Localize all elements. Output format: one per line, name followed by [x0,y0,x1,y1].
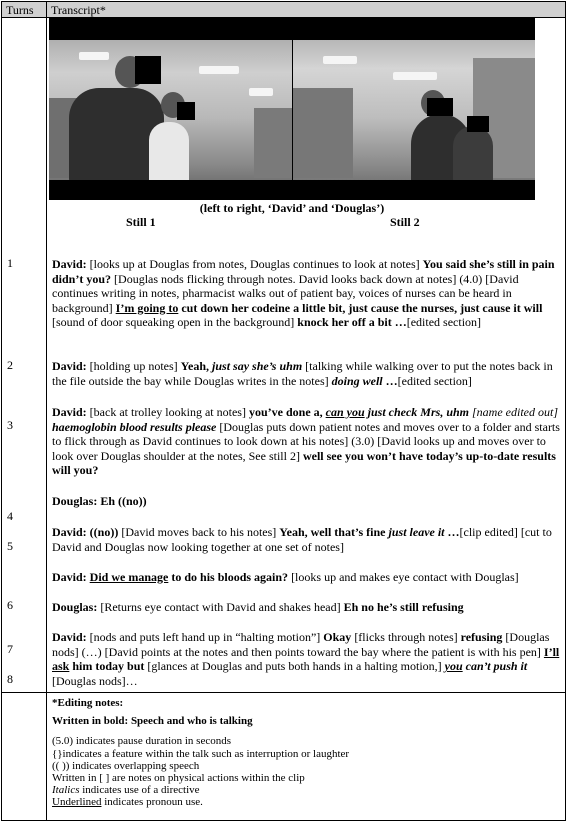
face-blur-david-2 [427,98,453,116]
transcript-segment: doing well [331,373,383,388]
transcript-segment: … [382,373,398,388]
transcript-segment: [Douglas nods] (…) [David points at the notes and then points toward the bay where the patient is with his pen] [52,630,550,659]
transcript-segment: Okay [323,630,352,644]
transcript-segment: just check Mrs, uhm [364,405,469,419]
italics-rest: indicates use of a directive [79,784,200,797]
transcript-segment: David: ((no)) [52,525,119,539]
transcript-segment: Douglas: [52,600,98,614]
transcript-segment: you [444,659,463,674]
transcript-segment: cut down her codeine a little bit, just cause the nurses, just cause it will [178,300,543,315]
transcript-segment: [David moves back to his notes] [118,525,280,539]
transcript-segment: [clip edited] [cut to David and Douglas now looking together at one set of notes] [52,525,552,554]
face-blur-david [135,56,161,84]
turn-number: 8 [7,672,13,686]
transcript-segment: Eh no he’s still refusing [343,600,464,614]
transcript-turn-8 [52,630,562,688]
transcript-turn-1 [52,257,562,330]
transcript-segment: David: [52,630,87,644]
transcript-segment: Yeah, well that’s fine [279,525,389,539]
turn-number: 4 [7,509,13,523]
transcript-segment: can’t push it [462,659,528,674]
transcript-segment: [edited section] [397,373,472,388]
transcript-segment: [looks up and makes eye contact with Douglas] [288,570,519,584]
turn-number: 1 [7,256,13,270]
notes-line: {}indicates a feature within the talk such as interruption or laughter [52,747,350,760]
transcript-segment: just leave it [388,525,445,539]
notes-underlined-line [52,796,557,808]
transcript-segment: knock her off a bit … [297,315,407,330]
transcript-segment: I’ll ask [52,644,560,674]
notes-line: (5.0) indicates pause duration in seconds [52,735,232,748]
transcript-segment: David: [52,359,87,373]
transcript-segment: to do his bloods again? [168,570,289,584]
transcript-segment: just say she’s uhm [212,359,303,373]
editing-notes [52,697,557,809]
still-1-frame [49,18,292,200]
notes-title: *Editing notes: [52,697,124,709]
transcript-segment: David: [52,257,87,271]
transcript-segment: [edited section] [406,315,482,330]
transcript-segment: [Douglas puts down patient notes and moves over to a folder and starts to flick through as David continues to look down at his notes] (3.0) [David looks up and moves over to look over Douglas shoulder at the notes, See still 2] [52,419,560,463]
transcript-segment: well see you won’t have today’s up-to-date results will you? [52,448,556,478]
transcript-segment: [talking while walking over to put the notes back in the file outside the bay while Douglas writes in the notes] [52,359,553,388]
face-blur-douglas-2 [467,116,489,132]
underlined-word: Underlined [52,796,102,809]
transcript-segment: [sound of door squeaking open in the background] [52,315,298,330]
transcript-column-header: Transcript* [51,3,106,17]
transcript-segment: can you [325,405,365,419]
transcript-segment: [name edited out] [469,405,558,419]
still-2-frame [293,18,535,200]
turn-number: 2 [7,358,13,372]
transcript-segment: Yeah, [180,359,213,373]
turn-number: 5 [7,539,13,553]
face-blur-douglas [177,102,195,120]
turns-column-header: Turns [6,3,34,17]
transcript-segment: [holding up notes] [86,359,181,373]
still-1-label: Still 1 [126,215,156,229]
transcript-segment: [Douglas nods]… [52,673,138,688]
transcript-segment: him today but [69,659,145,674]
turn-number: 7 [7,642,13,656]
table-header [2,2,565,18]
image-caption: (left to right, ‘David’ and ‘Douglas’) [199,201,385,215]
transcript-segment: you’ve done a, [248,405,326,419]
transcript-turn-7 [52,600,562,615]
row-divider [2,692,565,693]
transcript-turn-4 [52,494,562,509]
transcript-segment: [looks up at Douglas from notes, Douglas continues to look at notes] [86,257,423,271]
notes-line: Written in [ ] are notes on physical actions within the clip [52,772,305,785]
underlined-rest: indicates pronoun use. [101,796,203,809]
video-stills-image [49,18,535,200]
transcript-segment: [Douglas nods flicking through notes. David looks back down at notes] (4.0) [David continues writing in notes, pharmacist walks out of patient bay, voices of nurses can be heard in background] [52,271,519,315]
transcript-segment: [back at trolley looking at notes] [86,405,249,419]
transcript-segment: refusing [460,630,503,644]
turn-number: 3 [7,418,13,432]
notes-italics-line [52,784,557,796]
transcript-turn-5 [52,525,562,554]
notes-line: (( )) indicates overlapping speech [52,759,200,772]
still-2-label: Still 2 [390,215,420,229]
transcript-segment: Did we manage [89,570,169,584]
transcript-segment: [Returns eye contact with David and shakes head] [97,600,344,614]
italics-word: Italics [52,784,80,797]
transcript-segment: [flicks through notes] [351,630,461,644]
transcript-segment: haemoglobin blood results please [52,419,217,434]
turn-number: 6 [7,598,13,612]
notes-bold-line: Written in bold: Speech and who is talking [52,715,253,728]
transcript-turn-2 [52,359,562,388]
transcript-segment: I’m going to [115,300,179,315]
transcript-turn-3 [52,405,562,478]
transcript-segment: [glances at Douglas and puts both hands in a halting motion,] [144,659,445,674]
transcript-segment: You said she’s still in pain didn’t you? [52,257,555,286]
transcript-segment: … [444,525,460,539]
transcript-segment: [nods and puts left hand up in “halting motion”] [86,630,324,644]
transcript-segment: David: [52,570,90,584]
column-divider [46,2,47,820]
transcript-segment: David: [52,405,87,419]
transcript-segment: Douglas: Eh ((no)) [52,494,147,508]
transcript-turn-6 [52,570,562,585]
